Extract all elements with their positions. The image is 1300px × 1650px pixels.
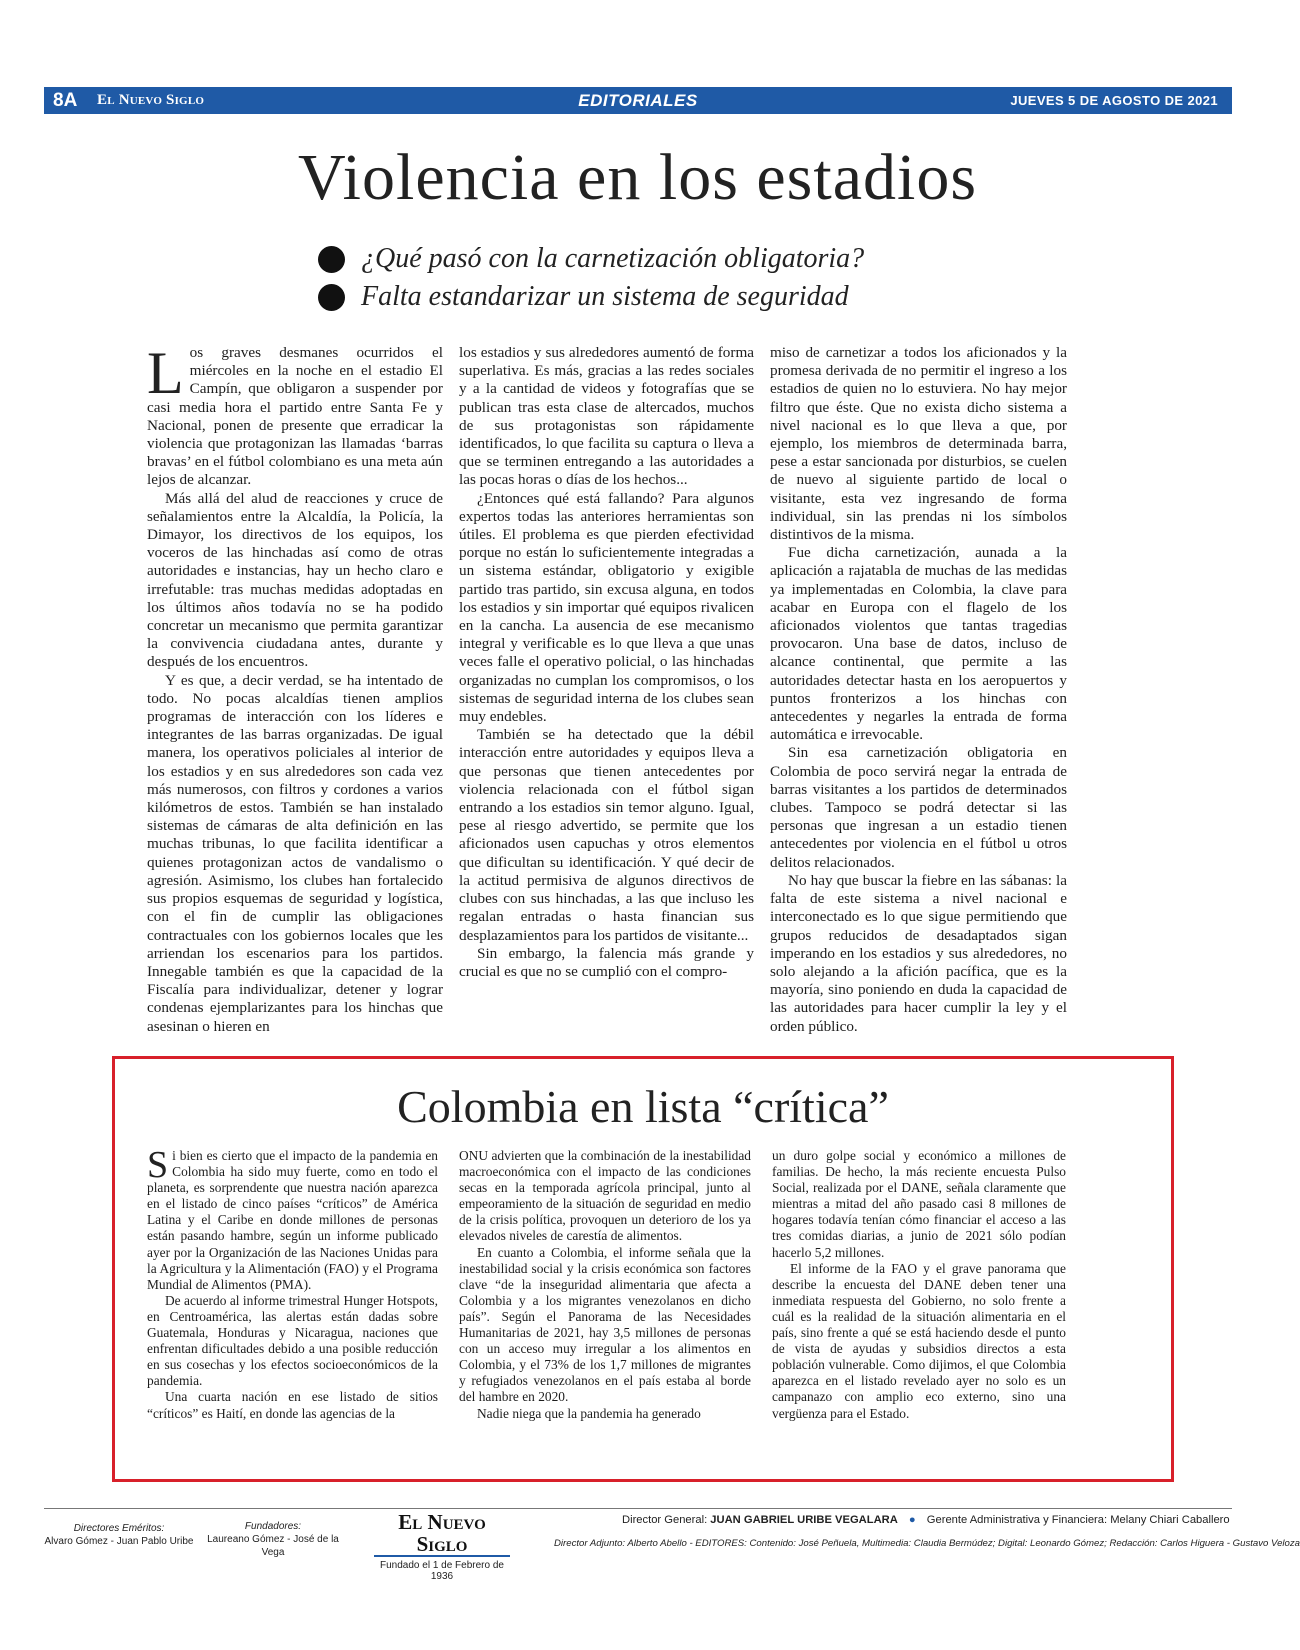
staff-line-2: Director Adjunto: Alberto Abello - EDITORES: Contenido: José Peñuela, Multimedia: Claudia Bermúdez; Digital: Leonardo Gómez; Redacción: Carlos Higuera - Gustavo Veloza — [554, 1538, 1300, 1549]
editorial-2-title: Colombia en lista “crítica” — [397, 1081, 889, 1132]
subhead-text: ¿Qué pasó con la carnetización obligatoria? — [361, 243, 865, 274]
paragraph: ¿Entonces qué está fallando? Para algunos expertos todas las anteriores herramientas son útiles. El problema es que pierden efectividad porque no están lo suficientemente integradas a un sistema estándar, obligatorio y exigible partido tras partido, sin excusa alguna, en todos los estadios y sin importar qué equipos rivalicen en la cancha. La ausencia de ese mecanismo integral y verificable es lo que lleva a que unas veces falle el operativo policial, o las hinchadas organizadas no cumplan los compromisos, o los sistemas de seguridad interna de los clubes sean muy endebles. — [459, 489, 754, 726]
paragraph: No hay que buscar la fiebre en las sábanas: la falta de este sistema a nivel nacional e interconectado es lo que sigue permitiendo que grupos reducidos de desadaptados sigan imperando en los estadios y sus alrededores, no solo alejando a la afición pacífica, que es la mayoría, sino poniendo en duda la capacidad de las autoridades para hacer cumplir la ley y el orden público. — [770, 871, 1067, 1035]
editorial-2-column-3 — [772, 1148, 1066, 1466]
editorial-2-column-1 — [147, 1144, 438, 1466]
paragraph: De acuerdo al informe trimestral Hunger Hotspots, en Centroamérica, las alertas están dadas sobre Guatemala, Honduras y Nicaragua, naciones que enfrentan dificultades debido a una posible reducción en sus cosechas y los efectos socioeconómicos de la pandemia. — [147, 1292, 438, 1389]
paragraph: Sin esa carnetización obligatoria en Colombia de poco servirá negar la entrada de barras visitantes a los partidos de determinados clubes. Tampoco se podrá detectar si las personas que ingresan a un estadio tienen antecedentes por violencia en el fútbol u otros delitos relacionados. — [770, 744, 1067, 871]
issue-date: JUEVES 5 DE AGOSTO DE 2021 — [1010, 93, 1218, 108]
fundadores-names: Laureano Gómez - José de la Vega — [207, 1534, 339, 1558]
subhead-item — [318, 240, 1018, 278]
director-general-label: Director General: — [622, 1514, 708, 1526]
section-name: EDITORIALES — [578, 90, 698, 110]
paragraph: os graves desmanes ocurridos el miércoles en la noche en el estadio El Campín, que obligaron a suspender por casi media hora el partido entre Santa Fe y Nacional, ponen de presente que erradicar la violencia que protagonizan las llamadas ‘barras bravas’ en el fútbol colombiano es una meta aún lejos de alcanzar. — [147, 344, 443, 489]
editorial-2-column-2 — [459, 1148, 751, 1466]
paragraph: i bien es cierto que el impacto de la pandemia en Colombia ha sido muy fuerte, como en todo el planeta, es sorprendente que nuestra nación aparezca en el listado de cinco países “críticos” de América Latina y el Caribe en donde millones de personas están pasando hambre, según un informe publicado ayer por la Organización de las Naciones Unidas para la Agricultura y la Alimentación (FAO) y el Programa Mundial de Alimentos (PMA). — [147, 1148, 438, 1292]
director-general-name: JUAN GABRIEL URIBE VEGALARA — [710, 1514, 898, 1526]
paragraph: miso de carnetizar a todos los aficionados y la promesa derivada de no permitir el ingreso a los estadios de quien no lo estuviera. No hay mejor filtro que éste. Que no exista dicho sistema a nivel nacional es lo que lleva a que, por ejemplo, los miembros de determinada barra, pese a estar sancionada por disturbios, se cuelen de nuevo al siguiente partido de local o visitante, esta vez ingresando de forma individual, sin las prendas ni los símbolos distintivos de la misma. — [770, 344, 1067, 544]
fundadores-label: Fundadores: — [244, 1521, 302, 1532]
paragraph: Sin embargo, la falencia más grande y crucial es que no se cumplió con el compro- — [459, 944, 754, 980]
paragraph: Una cuarta nación en ese listado de sitios “críticos” es Haití, en donde las agencias de la — [147, 1389, 438, 1421]
subheads — [318, 240, 1018, 316]
masthead: El Nuevo Siglo — [97, 92, 205, 108]
bullet-icon — [318, 284, 345, 311]
directores-emeritos — [44, 1522, 194, 1548]
paragraph: También se ha detectado que la débil interacción entre autoridades y equipos lleva a que personas que tienen antecedentes por violencia relacionada con el fútbol sigan entrando a los estadios sin temor alguno. Igual, pese al riesgo advertido, se permite que los aficionados usen capuchas y otros elementos que dificultan su identificación. Y qué decir de la actitud permisiva de algunos directivos de clubes con sus hinchadas, a las que incluso les regalan entradas o hasta financian sus desplazamientos para los partidos de visitante... — [459, 726, 754, 944]
editorial-column-1 — [147, 340, 443, 1035]
editorial-column-3 — [770, 344, 1067, 1035]
editorial-title: Violencia en los estadios — [297, 141, 978, 214]
directores-names: Alvaro Gómez - Juan Pablo Uribe — [44, 1536, 194, 1547]
paragraph: Y es que, a decir verdad, se ha intentado de todo. No pocas alcaldías tienen amplios programas de interacción con los líderes e integrantes de las barras organizadas. De igual manera, los operativos policiales al interior de los estadios y en sus alrededores son cada vez más numerosos, con filtros y cordones a varios kilómetros de estos. También se han instalado sistemas de cámaras de alta definición en las muchas tribunas, lo que facilita identificar a quienes protagonizan actos de vandalismo o agresión. Asimismo, los clubes han fortalecido sus propios esquemas de seguridad y logística, con el fin de cumplir las obligaciones contractuales con los gobiernos locales que les arriendan los escenarios para los partidos. Innegable también es que la capacidad de la Fiscalía para individualizar, detener y lograr condenas ejemplarizantes para los hinchas que asesinan o hieren en — [147, 671, 443, 1035]
paragraph: Más allá del alud de reacciones y cruce de señalamientos entre la Alcaldía, la Policía, la Dimayor, los directivos de los equipos, los voceros de las hinchadas así como de otras autoridades e instancias, hay un hecho claro e irrefutable: tras muchas medidas adoptadas en los últimos años todavía no se ha podido concretar un mecanismo que permita garantizar la convivencia ciudadana antes, durante y después de los encuentros. — [147, 489, 443, 671]
header-bar — [44, 87, 1232, 114]
fundadores — [200, 1520, 346, 1559]
paragraph: un duro golpe social y económico a millones de familias. De hecho, la más reciente encuesta Pulso Social, realizada por el DANE, señala claramente que mientras a mitad del año pasado casi 8 millones de hogares todavía tenían cómo financiar el acceso a las tres comidas diarias, a junio de 2021 sólo podían hacerlo 5,2 millones. — [772, 1148, 1066, 1260]
founded-date: Fundado el 1 de Febrero de 1936 — [380, 1560, 504, 1582]
staff-line-1 — [622, 1514, 1230, 1526]
paragraph: Nadie niega que la pandemia ha generado — [477, 1405, 701, 1421]
footer-rule — [44, 1508, 1232, 1509]
drop-cap: L — [147, 340, 184, 406]
paragraph: Fue dicha carnetización, aunada a la aplicación a rajatabla de muchas de las medidas ya implementadas en Colombia, la clave para acabar en Europa con el flagelo de los aficionados violentos que tantas tragedias provocaron. Una base de datos, incluso de alcance continental, que permite a las autoridades detectar hasta en los aeropuertos y puntos fronterizos a los hinchas con antecedentes y negarles la entrada de forma automática e irrevocable. — [770, 544, 1067, 744]
paragraph: los estadios y sus alrededores aumentó de forma superlativa. Es más, gracias a las redes sociales y a la cantidad de videos y fotografías que se publican tras esta clase de altercados, muchos de sus protagonistas son rápidamente identificados, lo que facilita su captura o lleva a que se terminen entregando a las autoridades a las pocas horas o días de los hechos... — [459, 344, 754, 489]
subhead-text: Falta estandarizar un sistema de seguridad — [361, 281, 849, 312]
gerente-name: Melany Chiari Caballero — [1110, 1514, 1230, 1526]
page-number: 8A — [53, 89, 78, 111]
gerente-label: Gerente Administrativa y Financiera: — [926, 1514, 1108, 1526]
paragraph: En cuanto a Colombia, el informe señala que la inestabilidad social y la crisis económica son factores clave “de la inseguridad alimentaria que afecta a Colombia y a los migrantes venezolanos en dicho país”. Según el Panorama de las Necesidades Humanitarias de 2021, hay 3,5 millones de personas con un acceso muy irregular a los alimentos en Colombia, y el 73% de los 1,7 millones de migrantes y refugiados venezolanos en el país estaba al borde del hambre en 2020. — [459, 1244, 751, 1405]
directores-label: Directores Eméritos: — [73, 1523, 165, 1534]
logo-text: El Nuevo Siglo — [374, 1511, 510, 1557]
bullet-icon — [318, 246, 345, 273]
paragraph: ONU advierten que la combinación de la inestabilidad macroeconómica con el impacto de las condiciones secas en la temporada agrícola principal, junto al empeoramiento de la situación de seguridad en medio de la crisis política, provoquen un deterioro de los ya elevados niveles de carestía de alimentos. — [459, 1148, 751, 1244]
drop-cap: S — [147, 1144, 169, 1186]
footer-logo — [374, 1511, 510, 1582]
editorial-column-2 — [459, 344, 754, 1009]
subhead-item — [318, 278, 1018, 316]
separator-dot-icon: ● — [908, 1514, 916, 1526]
paragraph: El informe de la FAO y el grave panorama que describe la encuesta del DANE deben tener una inmediata respuesta del Gobierno, no solo frente a cuál es la realidad de la situación alimentaria en el país, sino frente a qué se está haciendo desde el punto de vista de ayudas y subsidios directos a esta población vulnerable. Como dijimos, el que Colombia aparezca en el listado revelado ayer no solo es un campanazo con amplio eco externo, sino una vergüenza para el Estado. — [772, 1260, 1066, 1421]
